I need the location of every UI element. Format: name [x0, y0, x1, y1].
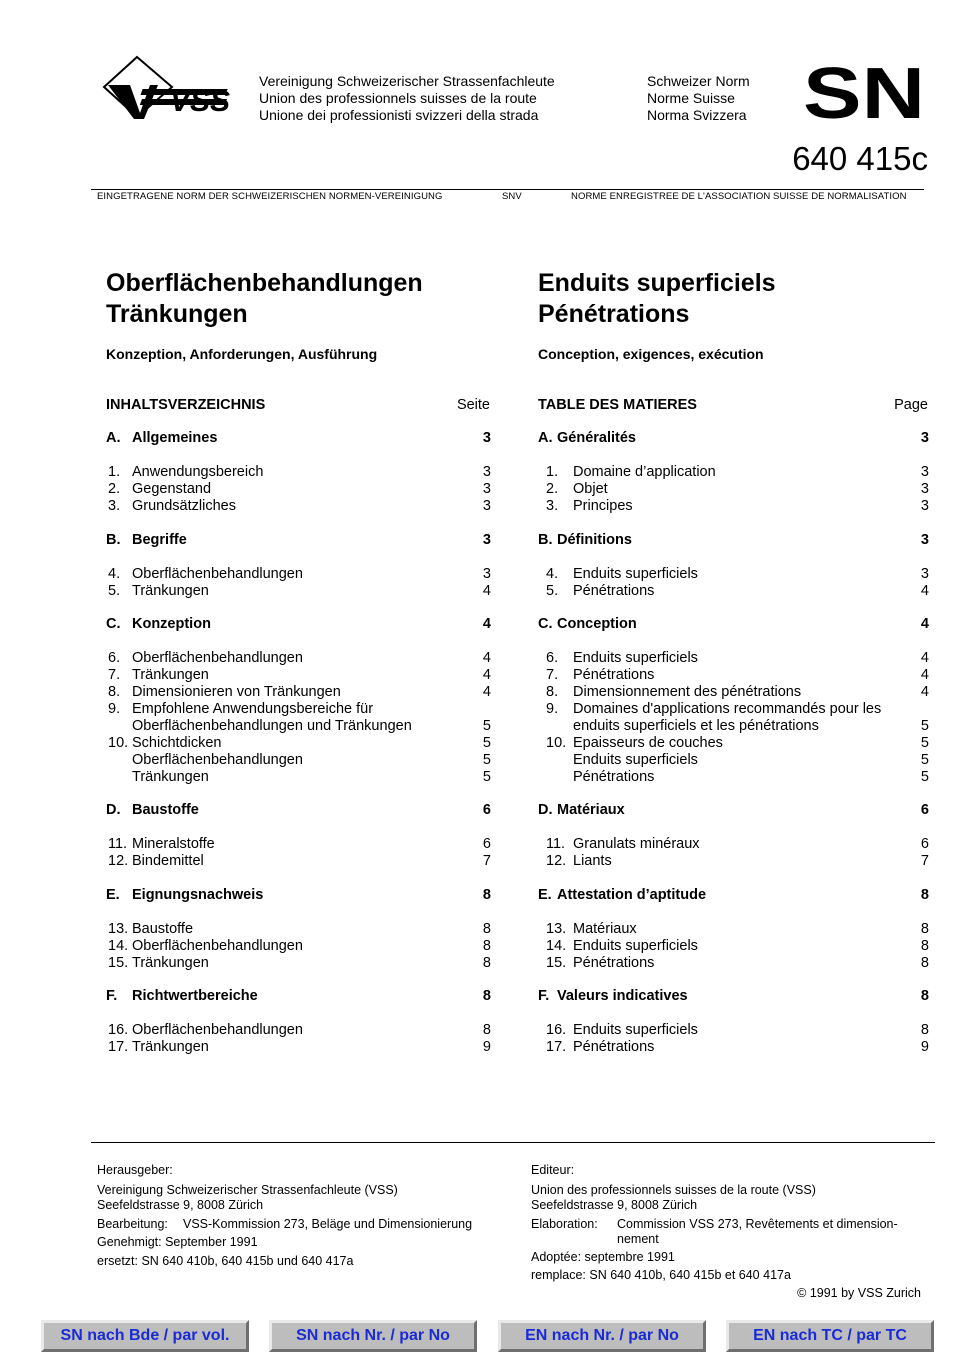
toc-label: Dimensionnement des pénétrations — [573, 684, 802, 700]
toc-label: Oberflächenbehandlungen — [132, 938, 303, 954]
toc-number: 9. — [546, 701, 559, 717]
sn-logo-text: SN — [803, 62, 925, 124]
toc-row — [538, 701, 929, 718]
toc-section-row — [538, 988, 929, 1005]
toc-page-number: 9 — [482, 1039, 491, 1055]
toc-label: Enduits superficiels — [573, 1022, 698, 1038]
toc-row — [538, 769, 929, 786]
vss-logo-text: VSS — [170, 85, 231, 118]
toc-label: Conception — [557, 616, 637, 632]
toc-number: 8. — [546, 684, 559, 700]
toc-label: Pénétrations — [573, 667, 655, 683]
toc-number: 17. — [546, 1039, 567, 1055]
toc-number: 8. — [108, 684, 121, 700]
toc-label: Pénétrations — [573, 955, 655, 971]
toc-label: Konzeption — [132, 616, 211, 632]
registered-norm-fr: NORME ENREGISTREE DE L'ASSOCIATION SUISSE DE NORMALISATION — [571, 191, 907, 202]
toc-section-row — [106, 616, 491, 633]
subtitle-fr: Conception, exigences, exécution — [538, 346, 764, 362]
norm-type-de: Schweizer Norm — [647, 73, 750, 89]
nav-sn-by-number-button[interactable]: SN nach Nr. / par No — [269, 1320, 477, 1352]
toc-label: Oberflächenbehandlungen — [132, 566, 303, 582]
toc-row — [538, 566, 929, 583]
toc-number: E. — [538, 887, 552, 903]
toc-label: Pénétrations — [573, 769, 655, 785]
toc-row — [538, 481, 929, 498]
toc-page-number: 3 — [482, 566, 491, 582]
toc-row — [538, 735, 929, 752]
toc-page-number: 4 — [920, 667, 929, 683]
toc-number: 14. — [108, 938, 129, 954]
snv-label: SNV — [502, 191, 522, 202]
norm-type-it: Norma Svizzera — [647, 107, 747, 123]
toc-page-number: 5 — [482, 769, 491, 785]
footer-fr — [531, 1163, 921, 1301]
toc-row — [106, 1039, 491, 1056]
toc-number: 9. — [108, 701, 121, 717]
toc-label: Domaines d'applications recommandés pour les — [573, 701, 882, 717]
footer-de-approved: Genehmigt: September 1991 — [97, 1235, 258, 1249]
toc-page-number: 5 — [920, 752, 929, 768]
toc-number: 6. — [546, 650, 559, 666]
title-de-line1: Oberflächenbehandlungen — [106, 269, 423, 297]
toc-section-row — [106, 988, 491, 1005]
toc-label: Matériaux — [557, 802, 625, 818]
toc-number: A. — [538, 430, 553, 446]
toc-row — [106, 921, 491, 938]
toc-page-label-de: Seite — [456, 397, 490, 413]
toc-number: 3. — [546, 498, 559, 514]
toc-page-number: 6 — [920, 836, 929, 852]
toc-number: E. — [106, 887, 120, 903]
toc-label: Granulats minéraux — [573, 836, 700, 852]
toc-page-number: 3 — [482, 481, 491, 497]
footer-fr-elaboration-label: Elaboration: — [531, 1217, 598, 1231]
toc-page-number: 8 — [920, 921, 929, 937]
toc-number: 1. — [546, 464, 559, 480]
toc-label: Dimensionieren von Tränkungen — [132, 684, 341, 700]
toc-label: Tränkungen — [132, 583, 209, 599]
subtitle-de: Konzeption, Anforderungen, Ausführung — [106, 346, 378, 362]
toc-number: 16. — [108, 1022, 129, 1038]
toc-section-row — [538, 802, 929, 819]
toc-label: Anwendungsbereich — [132, 464, 264, 480]
toc-row — [106, 583, 491, 600]
footer-fr-adopted: Adoptée: septembre 1991 — [531, 1250, 675, 1264]
toc-page-number: 8 — [920, 887, 929, 903]
toc-number: 4. — [108, 566, 121, 582]
toc-number: 7. — [546, 667, 559, 683]
toc-heading-fr: TABLE DES MATIERES — [538, 397, 697, 413]
toc-section-row — [106, 532, 491, 549]
toc-label: Liants — [573, 853, 612, 869]
toc-section-row — [106, 887, 491, 904]
toc-page-number: 6 — [482, 836, 491, 852]
toc-page-number: 7 — [482, 853, 491, 869]
toc-page-number: 8 — [482, 887, 491, 903]
toc-row — [106, 752, 491, 769]
toc-page-number: 6 — [482, 802, 491, 818]
toc-number: 13. — [108, 921, 129, 937]
toc-page-number: 4 — [482, 667, 491, 683]
toc-row — [538, 1039, 929, 1056]
toc-page-number: 4 — [920, 684, 929, 700]
toc-row — [538, 583, 929, 600]
toc-page-number: 8 — [482, 921, 491, 937]
registered-norm-de: EINGETRAGENE NORM DER SCHWEIZERISCHEN NORMEN-VEREINIGUNG — [97, 191, 443, 202]
toc-number: B. — [538, 532, 553, 548]
toc-number: 7. — [108, 667, 121, 683]
toc-label: Pénétrations — [573, 1039, 655, 1055]
toc-label: Baustoffe — [132, 921, 194, 937]
toc-page-number: 4 — [482, 684, 491, 700]
toc-row — [538, 718, 929, 735]
toc-page-number: 9 — [920, 1039, 929, 1055]
toc-page-number: 3 — [482, 464, 491, 480]
toc-row — [106, 718, 491, 735]
toc-label: Richtwertbereiche — [132, 988, 258, 1004]
toc-number: 5. — [108, 583, 121, 599]
toc-label: Oberflächenbehandlungen und Tränkungen — [132, 718, 412, 734]
toc-number: 16. — [546, 1022, 567, 1038]
toc-number: 13. — [546, 921, 567, 937]
toc-row — [538, 667, 929, 684]
toc-label: Tränkungen — [132, 955, 209, 971]
toc-page-number: 8 — [920, 955, 929, 971]
toc-page-number: 3 — [920, 464, 929, 480]
toc-number: 12. — [108, 853, 129, 869]
toc-section-row — [538, 616, 929, 633]
toc-page-number: 3 — [482, 430, 491, 446]
toc-number: 11. — [546, 836, 566, 852]
toc-row — [106, 1022, 491, 1039]
toc-number: 17. — [108, 1039, 129, 1055]
toc-page-number: 8 — [920, 938, 929, 954]
toc-page-number: 6 — [920, 802, 929, 818]
toc-page-number: 3 — [920, 532, 929, 548]
toc-page-number: 8 — [482, 1022, 491, 1038]
org-name-de: Vereinigung Schweizerischer Strassenfachleute — [259, 73, 555, 89]
nav-en-by-tc-button[interactable]: EN nach TC / par TC — [726, 1320, 934, 1352]
toc-row — [538, 464, 929, 481]
toc-label: Schichtdicken — [132, 735, 222, 751]
nav-sn-by-volume-button[interactable]: SN nach Bde / par vol. — [41, 1320, 249, 1352]
toc-label: Eignungsnachweis — [132, 887, 264, 903]
toc-page-number: 4 — [482, 583, 491, 599]
toc-label: Mineralstoffe — [132, 836, 215, 852]
toc-row — [538, 921, 929, 938]
toc-number: D. — [106, 802, 121, 818]
toc-row — [106, 667, 491, 684]
toc-label: Tränkungen — [132, 667, 209, 683]
toc-page-label-fr: Page — [894, 397, 928, 413]
toc-label: Définitions — [557, 532, 632, 548]
toc-row — [538, 752, 929, 769]
toc-row — [106, 464, 491, 481]
toc-row — [106, 769, 491, 786]
toc-label: Bindemittel — [132, 853, 204, 869]
toc-row — [538, 836, 929, 853]
toc-page-number: 4 — [920, 583, 929, 599]
toc-label: Pénétrations — [573, 583, 655, 599]
toc-page-number: 3 — [482, 532, 491, 548]
toc-row — [106, 735, 491, 752]
toc-label: enduits superficiels et les pénétrations — [573, 718, 819, 734]
footer-de-replaces: ersetzt: SN 640 410b, 640 415b und 640 417a — [97, 1254, 354, 1268]
toc-page-number: 3 — [920, 498, 929, 514]
footer-fr-elaboration-value1: Commission VSS 273, Revêtements et dimension- — [617, 1217, 898, 1231]
toc-page-number: 5 — [482, 718, 491, 734]
toc-label: Enduits superficiels — [573, 938, 698, 954]
footer-de-bearbeitung-label: Bearbeitung: — [97, 1217, 168, 1231]
toc-label: Attestation d’aptitude — [557, 887, 707, 903]
toc-row — [106, 955, 491, 972]
toc-page-number: 4 — [482, 616, 491, 632]
toc-row — [538, 955, 929, 972]
toc-page-number: 5 — [920, 769, 929, 785]
footer-fr-elaboration-value2: nement — [617, 1232, 659, 1246]
toc-row — [106, 853, 491, 870]
toc-label: Grundsätzliches — [132, 498, 236, 514]
toc-row — [106, 836, 491, 853]
toc-number: 14. — [546, 938, 567, 954]
toc-number: 2. — [108, 481, 121, 497]
toc-label: Allgemeines — [132, 430, 218, 446]
toc-label: Oberflächenbehandlungen — [132, 752, 303, 768]
toc-number: 10. — [546, 735, 567, 751]
footer-de — [97, 1163, 517, 1269]
toc-row — [106, 650, 491, 667]
toc-page-number: 5 — [482, 735, 491, 751]
org-name-it: Unione dei professionisti svizzeri della strada — [259, 107, 539, 123]
toc-label: Tränkungen — [132, 769, 209, 785]
toc-row — [538, 938, 929, 955]
toc-row — [106, 701, 491, 718]
footer-de-publisher-label: Herausgeber: — [97, 1163, 173, 1177]
toc-page-number: 3 — [920, 481, 929, 497]
toc-row — [106, 498, 491, 515]
toc-number: C. — [538, 616, 553, 632]
toc-row — [538, 1022, 929, 1039]
toc-row — [106, 684, 491, 701]
toc-label: Baustoffe — [132, 802, 199, 818]
toc-section-row — [106, 802, 491, 819]
title-de-line2: Tränkungen — [106, 300, 248, 328]
toc-section-row — [106, 430, 491, 447]
toc-page-number: 8 — [920, 1022, 929, 1038]
footer-fr-publisher-line1: Union des professionnels suisses de la route (VSS) — [531, 1183, 816, 1197]
footer-fr-publisher-label: Editeur: — [531, 1163, 575, 1177]
toc-number: B. — [106, 532, 121, 548]
toc-page-number: 5 — [920, 735, 929, 751]
norm-number: 640 415c — [792, 140, 928, 177]
toc-page-number: 8 — [482, 988, 491, 1004]
toc-page-number: 8 — [482, 955, 491, 971]
toc-page-number: 8 — [920, 988, 929, 1004]
toc-page-number: 3 — [920, 566, 929, 582]
toc-number: 15. — [108, 955, 129, 971]
toc-number: 10. — [108, 735, 129, 751]
toc-label: Généralités — [557, 430, 636, 446]
toc-number: D. — [538, 802, 553, 818]
toc-page-number: 3 — [482, 498, 491, 514]
toc-label: Matériaux — [573, 921, 637, 937]
toc-number: 11. — [108, 836, 128, 852]
toc-number: 5. — [546, 583, 559, 599]
toc-number: F. — [538, 988, 550, 1004]
toc-number: A. — [106, 430, 121, 446]
footer-copyright: © 1991 by VSS Zurich — [797, 1286, 921, 1300]
footer-de-publisher-line1: Vereinigung Schweizerischer Strassenfachleute (VSS) — [97, 1183, 398, 1197]
nav-en-by-number-button[interactable]: EN nach Nr. / par No — [498, 1320, 706, 1352]
toc-page-number: 5 — [920, 718, 929, 734]
toc-heading-de: INHALTSVERZEICHNIS — [106, 397, 266, 413]
toc-row — [538, 684, 929, 701]
toc-page-number: 3 — [920, 430, 929, 446]
toc-number: 1. — [108, 464, 121, 480]
toc-number: 12. — [546, 853, 567, 869]
toc-row — [106, 481, 491, 498]
footer-de-publisher-line2: Seefeldstrasse 9, 8008 Zürich — [97, 1198, 264, 1212]
footer-fr-replaces: remplace: SN 640 410b, 640 415b et 640 417a — [531, 1268, 791, 1282]
toc-label: Objet — [573, 481, 608, 497]
toc-page-number: 8 — [482, 938, 491, 954]
toc-number: F. — [106, 988, 118, 1004]
toc-row — [538, 498, 929, 515]
toc-label: Domaine d’application — [573, 464, 716, 480]
toc-label: Principes — [573, 498, 633, 514]
toc-row — [538, 650, 929, 667]
toc-page-number: 4 — [920, 650, 929, 666]
toc-number: 6. — [108, 650, 121, 666]
toc-number: C. — [106, 616, 121, 632]
toc-section-row — [538, 532, 929, 549]
toc-page-number: 4 — [482, 650, 491, 666]
toc-number: 4. — [546, 566, 559, 582]
norm-type-fr: Norme Suisse — [647, 90, 735, 106]
toc-label: Begriffe — [132, 532, 187, 548]
toc-page-number: 7 — [920, 853, 929, 869]
toc-row — [538, 853, 929, 870]
toc-label: Enduits superficiels — [573, 650, 698, 666]
toc-label: Epaisseurs de couches — [573, 735, 723, 751]
toc-label: Tränkungen — [132, 1039, 209, 1055]
toc-label: Oberflächenbehandlungen — [132, 650, 303, 666]
toc-label: Empfohlene Anwendungsbereiche für — [132, 701, 374, 717]
toc-number: 3. — [108, 498, 121, 514]
title-fr-line1: Enduits superficiels — [538, 269, 776, 297]
toc-label: Oberflächenbehandlungen — [132, 1022, 303, 1038]
toc-number: 15. — [546, 955, 567, 971]
toc-number: 2. — [546, 481, 559, 497]
toc-section-row — [538, 430, 929, 447]
toc-label: Valeurs indicatives — [557, 988, 688, 1004]
toc-row — [106, 566, 491, 583]
footer-rule — [91, 1142, 935, 1143]
toc-label: Enduits superficiels — [573, 752, 698, 768]
toc-row — [106, 938, 491, 955]
toc-label: Enduits superficiels — [573, 566, 698, 582]
footer-de-bearbeitung-value: VSS-Kommission 273, Beläge und Dimensionierung — [183, 1217, 473, 1231]
org-name-fr: Union des professionnels suisses de la route — [259, 90, 537, 106]
title-fr-line2: Pénétrations — [538, 300, 690, 328]
toc-label: Gegenstand — [132, 481, 212, 497]
toc-page-number: 4 — [920, 616, 929, 632]
toc-section-row — [538, 887, 929, 904]
toc-page-number: 5 — [482, 752, 491, 768]
footer-fr-publisher-line2: Seefeldstrasse 9, 8008 Zürich — [531, 1198, 698, 1212]
